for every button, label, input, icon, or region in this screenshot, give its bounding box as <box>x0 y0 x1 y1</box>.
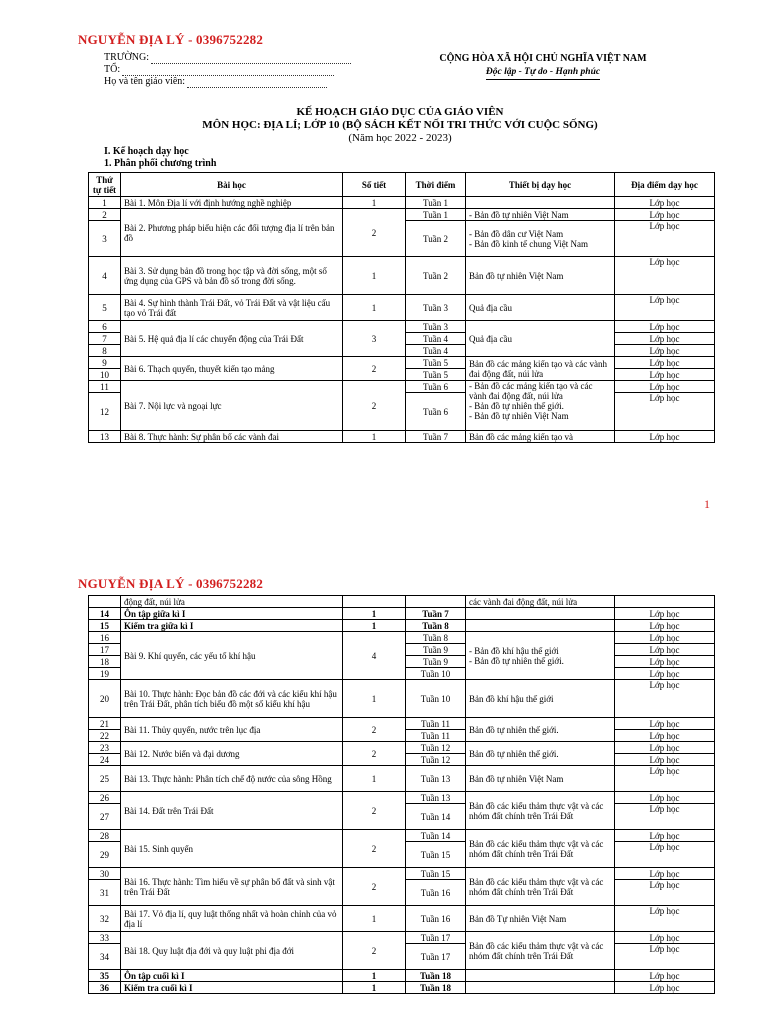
cell-order: 24 <box>89 754 121 766</box>
cell-equipment: Bản đồ các mảng kiến tạo và các vành đai động đất, núi lửa <box>466 357 615 381</box>
cell-equipment: Bản đồ khí hậu thế giới <box>466 680 615 718</box>
cell-place: Lớp học <box>615 680 715 718</box>
cell-order: 7 <box>89 333 121 345</box>
cell-equipment: - Bản đồ các mảng kiến tạo và các vành đai động đất, núi lửa - Bản đồ tự nhiên thế giới. - Bản đồ tự nhiên Việt Nam <box>466 381 615 431</box>
cell-equipment: - Bản đồ dân cư Việt Nam - Bản đồ kinh tế chung Việt Nam <box>466 221 615 257</box>
cell-time: Tuần 13 <box>406 792 466 804</box>
cell-order: 23 <box>89 742 121 754</box>
cell-count: 1 <box>343 608 406 620</box>
cell-order: 11 <box>89 381 121 393</box>
title-line-1: KẾ HOẠCH GIÁO DỤC CỦA GIÁO VIÊN <box>296 106 504 118</box>
cell-lesson: Bài 11. Thủy quyển, nước trên lục địa <box>121 718 343 742</box>
cell-time: Tuần 2 <box>406 257 466 295</box>
section-heading-1: I. Kế hoạch dạy học <box>104 146 189 157</box>
cell-order: 13 <box>89 431 121 443</box>
cell-order: 1 <box>89 197 121 209</box>
cell-time: Tuần 8 <box>406 620 466 632</box>
cell-count: 1 <box>343 970 406 982</box>
cell-place: Lớp học <box>615 842 715 868</box>
cell-place: Lớp học <box>615 369 715 381</box>
cell-order: 14 <box>89 608 121 620</box>
cell-equipment: - Bản đồ tự nhiên Việt Nam <box>466 209 615 221</box>
cell-count: 2 <box>343 381 406 431</box>
cell-place: Lớp học <box>615 730 715 742</box>
table-row <box>89 970 715 982</box>
cell-equipment: các vành đai động đất, núi lửa <box>466 596 615 608</box>
cell-lesson: Bài 5. Hệ quả địa lí các chuyển động của Trái Đất <box>121 321 343 357</box>
col-header-lesson: Bài học <box>121 173 343 197</box>
cell-count: 1 <box>343 295 406 321</box>
cell-count: 1 <box>343 766 406 792</box>
cell-count: 4 <box>343 632 406 680</box>
nation-name: CỘNG HÒA XÃ HỘI CHỦ NGHĨA VIỆT NAM <box>439 53 647 64</box>
cell-lesson: Bài 3. Sử dụng bản đồ trong học tập và đời sống, một số ứng dụng của GPS và bản đồ số trong đời sống. <box>121 257 343 295</box>
cell-equipment: Quả địa cầu <box>466 321 615 357</box>
title-line-3: (Năm học 2022 - 2023) <box>348 132 452 144</box>
cell-place: Lớp học <box>615 944 715 970</box>
table-row <box>89 906 715 932</box>
cell-time: Tuần 8 <box>406 632 466 644</box>
table-row <box>89 197 715 209</box>
cell-equipment: Bản đồ tự nhiên Việt Nam <box>466 257 615 295</box>
cell-place: Lớp học <box>615 197 715 209</box>
table-row <box>89 357 715 369</box>
cell-time: Tuần 6 <box>406 393 466 431</box>
plan-table-page-1 <box>88 172 715 443</box>
table-row <box>89 620 715 632</box>
cell-lesson: Bài 4. Sự hình thành Trái Đất, vỏ Trái Đất và vật liệu cấu tạo vỏ Trái đất <box>121 295 343 321</box>
cell-place: Lớp học <box>615 880 715 906</box>
cell-time: Tuần 15 <box>406 842 466 868</box>
table-row <box>89 932 715 944</box>
cell-equipment: Bản đồ các kiểu thảm thực vật và các nhóm đất chính trên Trái Đất <box>466 792 615 830</box>
cell-equipment: Bản đồ tự nhiên Việt Nam <box>466 766 615 792</box>
cell-order: 2 <box>89 209 121 221</box>
cell-time: Tuần 2 <box>406 221 466 257</box>
cell-time: Tuần 9 <box>406 656 466 668</box>
cell-lesson: Bài 9. Khí quyển, các yếu tố khí hậu <box>121 632 343 680</box>
table-row <box>89 295 715 321</box>
cell-order: 25 <box>89 766 121 792</box>
cell-time: Tuần 6 <box>406 381 466 393</box>
cell-place: Lớp học <box>615 766 715 792</box>
cell-order: 15 <box>89 620 121 632</box>
brand-header: NGUYỄN ĐỊA LÝ - 0396752282 <box>78 32 264 47</box>
cell-time: Tuần 16 <box>406 906 466 932</box>
cell-order: 9 <box>89 357 121 369</box>
cell-place: Lớp học <box>615 620 715 632</box>
cell-time: Tuần 15 <box>406 868 466 880</box>
cell-place: Lớp học <box>615 221 715 257</box>
table-row <box>89 321 715 333</box>
cell-time: Tuần 10 <box>406 680 466 718</box>
cell-equipment <box>466 197 615 209</box>
table-row <box>89 982 715 994</box>
cell-place: Lớp học <box>615 608 715 620</box>
cell-lesson: Kiểm tra giữa kì I <box>121 620 343 632</box>
cell-time: Tuần 3 <box>406 295 466 321</box>
cell-time: Tuần 17 <box>406 932 466 944</box>
col-header-count: Số tiết <box>343 173 406 197</box>
cell-count <box>343 596 406 608</box>
group-label: TỔ: <box>104 64 121 75</box>
cell-count: 2 <box>343 830 406 868</box>
cell-equipment <box>466 970 615 982</box>
table-row <box>89 431 715 443</box>
cell-count: 1 <box>343 680 406 718</box>
col-header-time: Thời điểm <box>406 173 466 197</box>
cell-count: 1 <box>343 257 406 295</box>
cell-time: Tuần 10 <box>406 668 466 680</box>
cell-order: 29 <box>89 842 121 868</box>
school-blank <box>151 54 351 64</box>
cell-equipment: Bản đồ các kiểu thảm thực vật và các nhóm đất chính trên Trái Đất <box>466 830 615 868</box>
cell-order: 32 <box>89 906 121 932</box>
cell-time: Tuần 14 <box>406 830 466 842</box>
cell-order: 17 <box>89 644 121 656</box>
cell-order: 18 <box>89 656 121 668</box>
cell-order: 4 <box>89 257 121 295</box>
cell-place: Lớp học <box>615 718 715 730</box>
cell-equipment: Bản đồ Tự nhiên Việt Nam <box>466 906 615 932</box>
cell-count: 2 <box>343 357 406 381</box>
cell-order: 20 <box>89 680 121 718</box>
cell-time: Tuần 16 <box>406 880 466 906</box>
table-row <box>89 608 715 620</box>
cell-lesson: Bài 10. Thực hành: Đọc bản đồ các đới và các kiểu khí hậu trên Trái Đất, phân tích biểu đồ một số kiểu khí hậu <box>121 680 343 718</box>
cell-equipment: Bản đồ các mảng kiến tạo và <box>466 431 615 443</box>
cell-equipment <box>466 620 615 632</box>
cell-count: 2 <box>343 932 406 970</box>
cell-place: Lớp học <box>615 321 715 333</box>
cell-equipment: Bản đồ các kiểu thảm thực vật và các nhóm đất chính trên Trái Đất <box>466 932 615 970</box>
cell-place: Lớp học <box>615 906 715 932</box>
cell-place: Lớp học <box>615 830 715 842</box>
cell-place: Lớp học <box>615 333 715 345</box>
cell-time: Tuần 3 <box>406 321 466 333</box>
cell-equipment: Bản đồ tự nhiên thế giới. <box>466 742 615 766</box>
cell-count: 2 <box>343 209 406 257</box>
table-row <box>89 257 715 295</box>
cell-order: 21 <box>89 718 121 730</box>
cell-order: 33 <box>89 932 121 944</box>
cell-count: 1 <box>343 982 406 994</box>
cell-place: Lớp học <box>615 431 715 443</box>
cell-count: 1 <box>343 620 406 632</box>
school-label: TRƯỜNG: <box>104 52 149 63</box>
cell-time: Tuần 9 <box>406 644 466 656</box>
cell-lesson: Bài 15. Sinh quyển <box>121 830 343 868</box>
cell-order: 26 <box>89 792 121 804</box>
cell-order: 31 <box>89 880 121 906</box>
cell-lesson: Bài 8. Thực hành: Sự phân bố các vành đai <box>121 431 343 443</box>
cell-lesson: Bài 17. Vỏ địa lí, quy luật thống nhất và hoàn chỉnh của vỏ địa lí <box>121 906 343 932</box>
teacher-blank <box>187 78 327 88</box>
cell-order: 22 <box>89 730 121 742</box>
cell-time: Tuần 4 <box>406 333 466 345</box>
cell-place: Lớp học <box>615 792 715 804</box>
motto: Độc lập - Tự do - Hạnh phúc <box>486 66 600 80</box>
table-row <box>89 381 715 393</box>
cell-time <box>406 596 466 608</box>
cell-count: 1 <box>343 197 406 209</box>
cell-time: Tuần 13 <box>406 766 466 792</box>
cell-equipment <box>466 608 615 620</box>
cell-lesson: Ôn tập cuối kì I <box>121 970 343 982</box>
cell-lesson: Bài 7. Nội lực và ngoại lực <box>121 381 343 431</box>
cell-time: Tuần 11 <box>406 730 466 742</box>
cell-place: Lớp học <box>615 295 715 321</box>
cell-order: 10 <box>89 369 121 381</box>
cell-place: Lớp học <box>615 970 715 982</box>
cell-order: 36 <box>89 982 121 994</box>
cell-place: Lớp học <box>615 754 715 766</box>
cell-place: Lớp học <box>615 257 715 295</box>
cell-time: Tuần 12 <box>406 754 466 766</box>
cell-lesson: Bài 1. Môn Địa lí với định hướng nghề nghiệp <box>121 197 343 209</box>
col-header-place: Địa điểm dạy học <box>615 173 715 197</box>
cell-time: Tuần 18 <box>406 982 466 994</box>
table-row <box>89 596 715 608</box>
cell-order: 19 <box>89 668 121 680</box>
cell-place: Lớp học <box>615 209 715 221</box>
cell-time: Tuần 1 <box>406 209 466 221</box>
cell-place: Lớp học <box>615 644 715 656</box>
cell-order: 8 <box>89 345 121 357</box>
table-row <box>89 209 715 221</box>
cell-place: Lớp học <box>615 656 715 668</box>
cell-time: Tuần 5 <box>406 357 466 369</box>
cell-place <box>615 596 715 608</box>
table-row <box>89 742 715 754</box>
cell-order: 28 <box>89 830 121 842</box>
cell-time: Tuần 18 <box>406 970 466 982</box>
cell-equipment: Bản đồ tự nhiên thế giới. <box>466 718 615 742</box>
cell-order: 34 <box>89 944 121 970</box>
title-line-2: MÔN HỌC: ĐỊA LÍ; LỚP 10 (BỘ SÁCH KẾT NỐI TRI THỨC VỚI CUỘC SỐNG) <box>202 119 598 131</box>
cell-place: Lớp học <box>615 381 715 393</box>
cell-order: 30 <box>89 868 121 880</box>
table-row <box>89 766 715 792</box>
cell-count: 1 <box>343 906 406 932</box>
table-row <box>89 680 715 718</box>
cell-order: 16 <box>89 632 121 644</box>
cell-place: Lớp học <box>615 632 715 644</box>
col-header-equipment: Thiết bị dạy học <box>466 173 615 197</box>
cell-place: Lớp học <box>615 668 715 680</box>
cell-lesson: Bài 14. Đất trên Trái Đất <box>121 792 343 830</box>
cell-equipment: - Bản đồ khí hậu thế giới - Bản đồ tự nhiên thế giới. <box>466 632 615 680</box>
cell-time: Tuần 14 <box>406 804 466 830</box>
cell-count: 1 <box>343 431 406 443</box>
cell-order <box>89 596 121 608</box>
cell-time: Tuần 7 <box>406 608 466 620</box>
cell-count: 2 <box>343 718 406 742</box>
col-header-order: Thứ tự tiết <box>89 173 121 197</box>
cell-count: 3 <box>343 321 406 357</box>
cell-time: Tuần 12 <box>406 742 466 754</box>
national-header <box>398 52 688 80</box>
table-row <box>89 718 715 730</box>
cell-lesson: Ôn tập giữa kì I <box>121 608 343 620</box>
cell-place: Lớp học <box>615 982 715 994</box>
cell-equipment: Bản đồ các kiểu thảm thực vật và các nhóm đất chính trên Trái Đất <box>466 868 615 906</box>
cell-time: Tuần 7 <box>406 431 466 443</box>
cell-place: Lớp học <box>615 868 715 880</box>
cell-place: Lớp học <box>615 357 715 369</box>
cell-count: 2 <box>343 792 406 830</box>
cell-lesson: Bài 13. Thực hành: Phân tích chế độ nước của sông Hồng <box>121 766 343 792</box>
page-number: 1 <box>704 497 710 511</box>
table-row <box>89 868 715 880</box>
cell-lesson: Bài 12. Nước biển và đại dương <box>121 742 343 766</box>
cell-count: 2 <box>343 742 406 766</box>
cell-order: 6 <box>89 321 121 333</box>
cell-lesson: Kiểm tra cuối kì I <box>121 982 343 994</box>
cell-place: Lớp học <box>615 393 715 431</box>
teacher-label: Họ và tên giáo viên: <box>104 76 186 87</box>
document-titles <box>180 106 620 145</box>
cell-equipment <box>466 982 615 994</box>
cell-order: 12 <box>89 393 121 431</box>
table-row <box>89 792 715 804</box>
cell-lesson: Bài 6. Thạch quyển, thuyết kiến tạo mảng <box>121 357 343 381</box>
cell-lesson: Bài 16. Thực hành: Tìm hiểu về sự phân bố đất và sinh vật trên Trái Đất <box>121 868 343 906</box>
cell-order: 27 <box>89 804 121 830</box>
table-row <box>89 830 715 842</box>
cell-time: Tuần 17 <box>406 944 466 970</box>
cell-time: Tuần 4 <box>406 345 466 357</box>
cell-lesson: Bài 2. Phương pháp biểu hiện các đối tượng địa lí trên bản đồ <box>121 209 343 257</box>
section-heading-2: 1. Phân phối chương trình <box>104 158 217 169</box>
brand-header-page-2: NGUYỄN ĐỊA LÝ - 0396752282 <box>78 576 264 591</box>
cell-place: Lớp học <box>615 804 715 830</box>
cell-lesson: Bài 18. Quy luật địa đới và quy luật phi địa đới <box>121 932 343 970</box>
cell-time: Tuần 11 <box>406 718 466 730</box>
plan-table-page-2 <box>88 595 715 994</box>
cell-time: Tuần 5 <box>406 369 466 381</box>
cell-lesson: động đất, núi lửa <box>121 596 343 608</box>
cell-count: 2 <box>343 868 406 906</box>
school-info <box>104 52 351 88</box>
table-row <box>89 632 715 644</box>
cell-place: Lớp học <box>615 932 715 944</box>
cell-place: Lớp học <box>615 345 715 357</box>
cell-place: Lớp học <box>615 742 715 754</box>
cell-order: 5 <box>89 295 121 321</box>
cell-equipment: Quả địa cầu <box>466 295 615 321</box>
group-blank <box>122 66 334 76</box>
cell-time: Tuần 1 <box>406 197 466 209</box>
cell-order: 35 <box>89 970 121 982</box>
cell-order: 3 <box>89 221 121 257</box>
